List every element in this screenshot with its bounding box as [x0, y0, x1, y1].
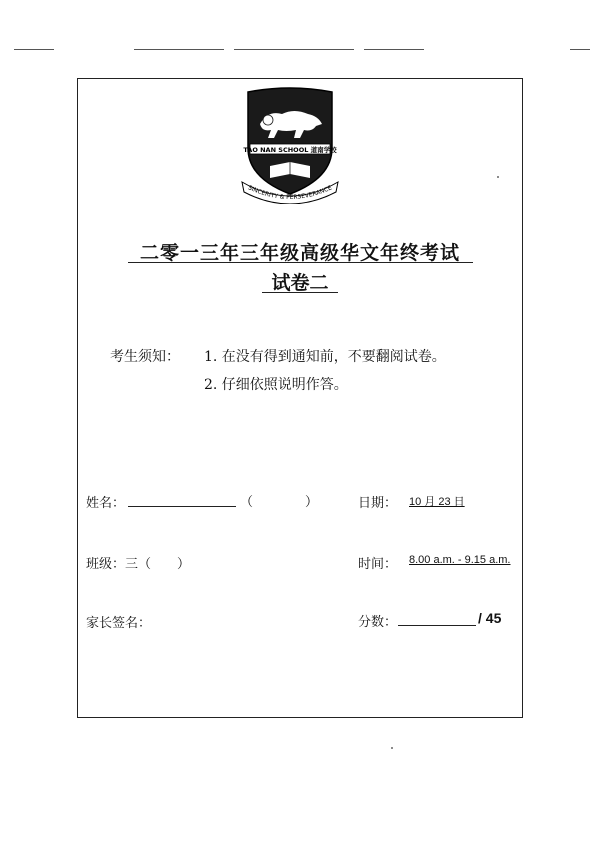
notice-item: 1. 在没有得到通知前，不要翻阅试卷。 [204, 349, 446, 365]
name-label: 姓名： [86, 496, 126, 511]
svg-text:TAO NAN SCHOOL 道南学校: TAO NAN SCHOOL 道南学校 [243, 146, 337, 154]
notice-heading: 考生须知： [110, 349, 180, 365]
scan-speck [497, 176, 499, 178]
score-label: 分数： [358, 615, 398, 630]
exam-subtitle: 试卷二 [271, 272, 329, 294]
scan-artifact [134, 49, 224, 50]
parent-signature-label: 家长签名： [86, 616, 152, 631]
name-paren: （ ） [240, 495, 319, 510]
exam-title: 二零一三年三年级高级华文年终考试 [139, 242, 460, 264]
title-underline [128, 262, 473, 263]
score-fill-line[interactable] [398, 625, 476, 626]
subtitle-underline [262, 292, 338, 293]
scan-speck [391, 747, 393, 749]
time-value: 8.00 a.m. - 9.15 a.m. [409, 554, 511, 566]
time-label: 时间： [358, 557, 398, 572]
svg-text:SINCERITY & PERSEVERANCE: SINCERITY & PERSEVERANCE [246, 184, 334, 202]
scan-artifact [364, 49, 424, 50]
date-label: 日期： [358, 496, 398, 511]
date-value: 10 月 23 日 [409, 496, 465, 508]
notice-item: 2. 仔细依照说明作答。 [204, 377, 348, 393]
scan-artifact [570, 49, 590, 50]
scan-artifact [234, 49, 354, 50]
scan-artifact [14, 49, 54, 50]
score-total: / 45 [478, 610, 502, 626]
class-label: 班级：三（ ） [86, 557, 191, 572]
name-fill-line[interactable] [128, 506, 236, 507]
school-crest-logo [238, 86, 342, 204]
